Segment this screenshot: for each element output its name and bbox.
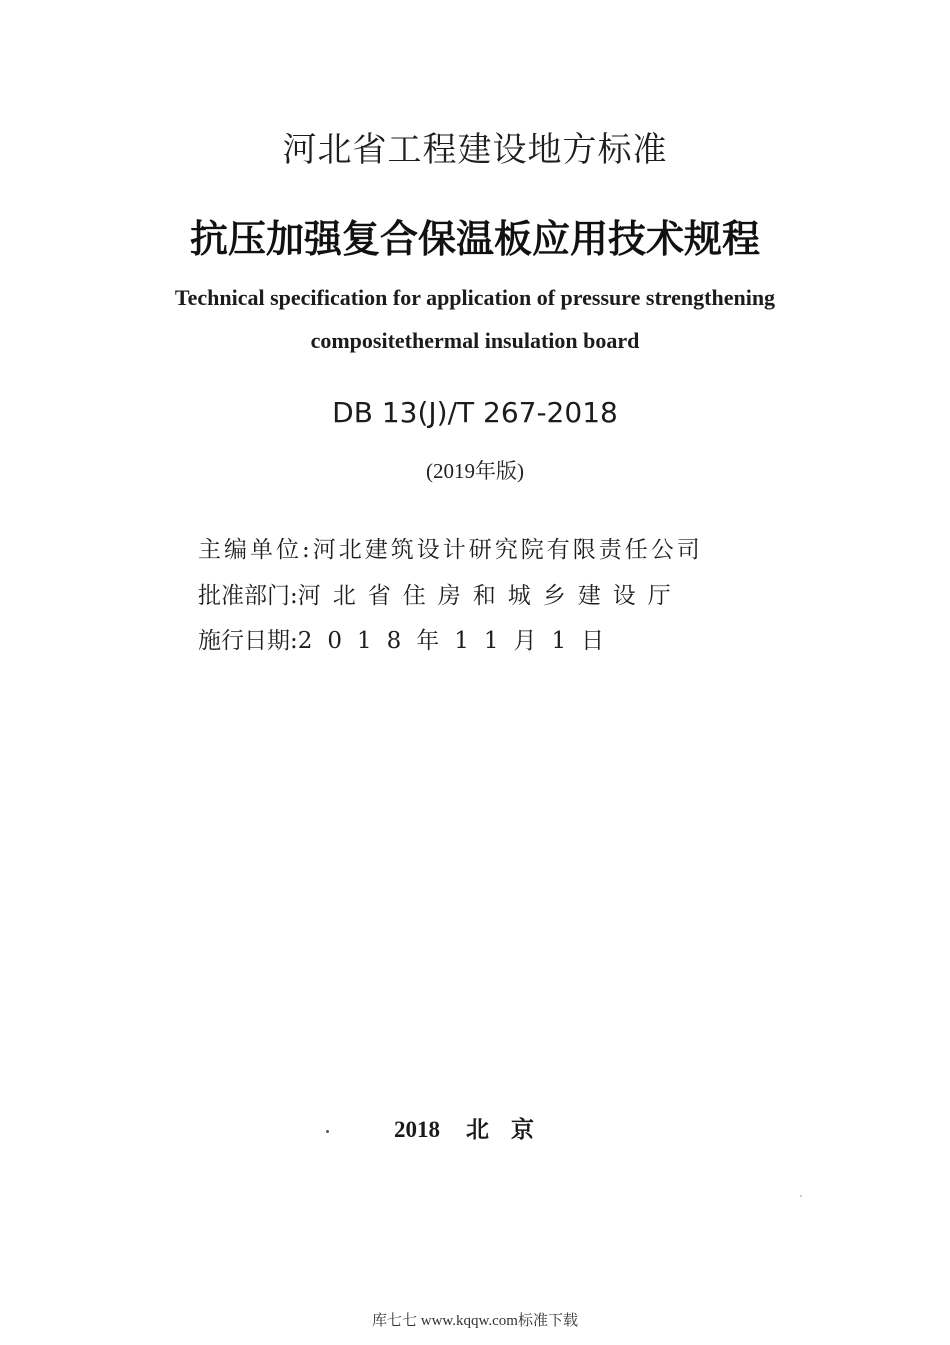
chief-editor-value: 河北建筑设计研究院有限责任公司 [312, 537, 703, 563]
imprint-city: 北京 [466, 1117, 556, 1142]
effective-date-label: 施行日期: [198, 628, 298, 654]
english-title-line-2: compositethermal insulation board [310, 328, 640, 353]
imprint-year: 2018 [394, 1117, 440, 1142]
footer-watermark: 库七七 www.kqqw.com标准下载 [372, 1313, 578, 1329]
scan-speck [800, 1195, 802, 1197]
effective-date-value: 2018年11月1日 [297, 628, 620, 654]
chief-editor-label: 主编单位: [198, 537, 313, 563]
main-title: 抗压加强复合保温板应用技术规程 [189, 216, 760, 261]
series-title: 河北省工程建设地方标准 [282, 130, 668, 170]
imprint [0, 1111, 950, 1144]
chief-editor-row [198, 531, 703, 564]
approval-department-label: 批准部门: [198, 583, 298, 609]
approval-department-row [198, 577, 683, 610]
english-title-line-1: Technical specification for application of pressure strengthening [174, 285, 776, 310]
approval-department-value: 河北省住房和城乡建设厅 [297, 583, 683, 609]
edition-label: (2019年版) [426, 459, 524, 483]
effective-date-row [198, 622, 619, 655]
standard-number: DB 13(J)/T 267-2018 [332, 396, 618, 429]
